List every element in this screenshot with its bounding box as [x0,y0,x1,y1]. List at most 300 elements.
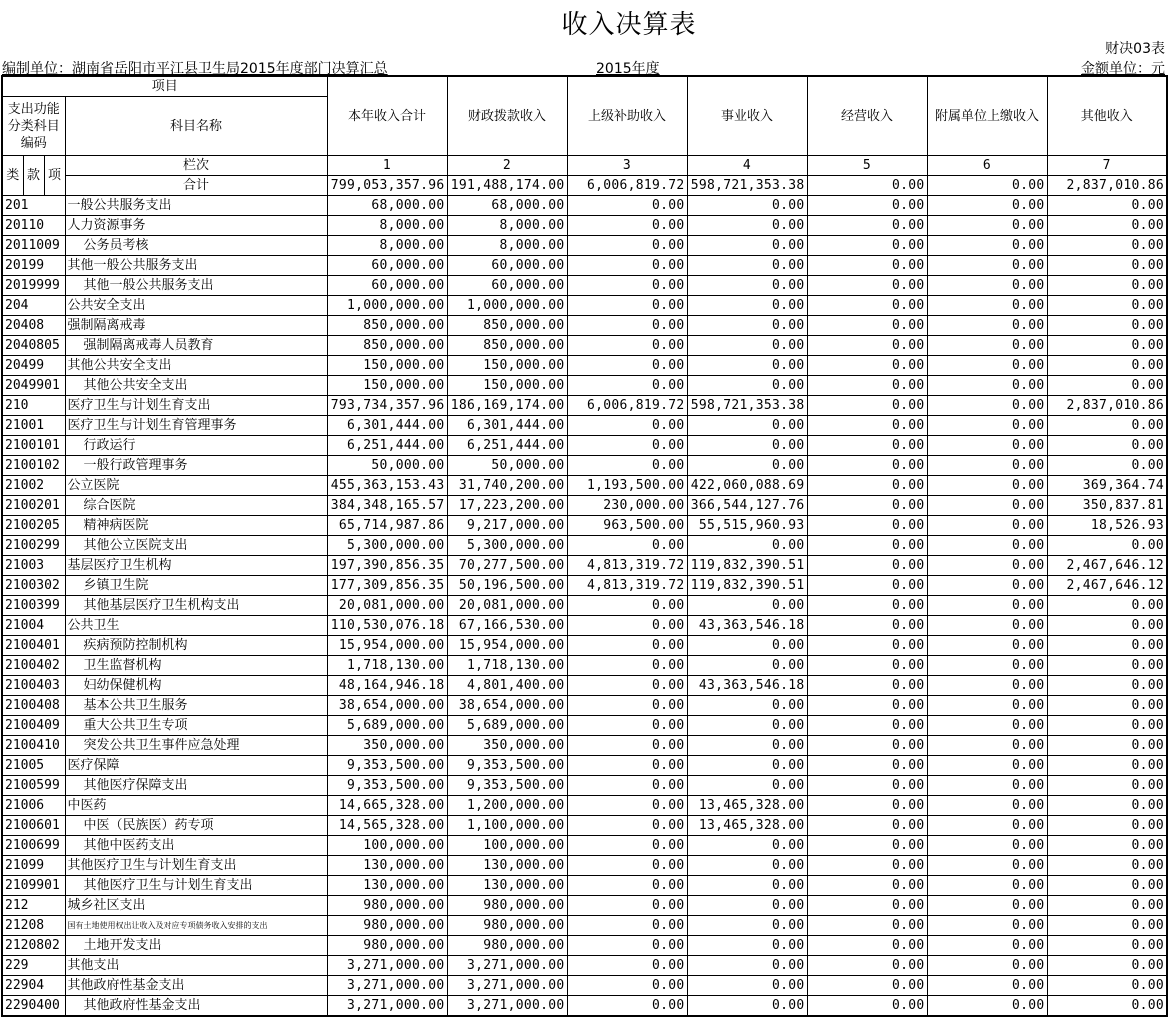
amount-c6: 0.00 [927,276,1047,296]
amount-c3: 0.00 [567,236,687,256]
amount-c6: 0.00 [927,416,1047,436]
amount-c2: 150,000.00 [447,376,567,396]
amount-c4: 0.00 [687,996,807,1017]
table-row [2,756,1167,776]
amount-c1: 50,000.00 [327,456,447,476]
subject-name: 中医药 [65,796,327,816]
amount-c3: 6,006,819.72 [567,396,687,416]
amount-c7: 0.00 [1047,436,1167,456]
amount-c4: 0.00 [687,276,807,296]
total-c4: 598,721,353.38 [687,176,807,196]
amount-c2: 9,353,500.00 [447,756,567,776]
amount-c1: 1,718,130.00 [327,656,447,676]
amount-c6: 0.00 [927,376,1047,396]
header-row-colno [2,156,1167,176]
column-number-6: 6 [927,156,1047,176]
amount-c1: 3,271,000.00 [327,976,447,996]
amount-c1: 177,309,856.35 [327,576,447,596]
header-item: 项目 [2,76,327,97]
subject-name: 国有土地使用权出让收入及对应专项债务收入安排的支出 [65,916,327,936]
amount-c6: 0.00 [927,316,1047,336]
amount-c6: 0.00 [927,296,1047,316]
amount-c4: 0.00 [687,636,807,656]
amount-c1: 850,000.00 [327,316,447,336]
amount-c6: 0.00 [927,496,1047,516]
amount-c7: 2,467,646.12 [1047,556,1167,576]
amount-c2: 31,740,200.00 [447,476,567,496]
amount-c6: 0.00 [927,696,1047,716]
table-row [2,376,1167,396]
amount-c5: 0.00 [807,436,927,456]
subject-name: 妇幼保健机构 [65,676,327,696]
amount-c2: 6,251,444.00 [447,436,567,456]
amount-c1: 384,348,165.57 [327,496,447,516]
table-row [2,916,1167,936]
amount-c1: 8,000.00 [327,236,447,256]
column-number-label: 栏次 [65,156,327,176]
subject-code: 2100601 [2,816,65,836]
amount-c4: 0.00 [687,336,807,356]
amount-c2: 5,689,000.00 [447,716,567,736]
subject-code: 229 [2,956,65,976]
amount-c3: 0.00 [567,696,687,716]
amount-c3: 0.00 [567,316,687,336]
table-row [2,256,1167,276]
subject-name: 其他政府性基金支出 [65,976,327,996]
amount-c7: 0.00 [1047,956,1167,976]
subject-code: 20199 [2,256,65,276]
amount-c4: 0.00 [687,776,807,796]
subject-code: 2100302 [2,576,65,596]
table-row [2,596,1167,616]
amount-c2: 6,301,444.00 [447,416,567,436]
subject-name: 医疗卫生与计划生育支出 [65,396,327,416]
amount-c1: 6,251,444.00 [327,436,447,456]
subject-name: 公务员考核 [65,236,327,256]
amount-c2: 20,081,000.00 [447,596,567,616]
amount-c6: 0.00 [927,916,1047,936]
amount-c7: 0.00 [1047,416,1167,436]
table-row [2,396,1167,416]
amount-c5: 0.00 [807,456,927,476]
subject-code: 2100409 [2,716,65,736]
amount-c3: 0.00 [567,896,687,916]
table-row [2,836,1167,856]
table-row [2,456,1167,476]
subject-name: 其他支出 [65,956,327,976]
amount-c3: 0.00 [567,376,687,396]
amount-c4: 0.00 [687,876,807,896]
amount-c6: 0.00 [927,336,1047,356]
table-row [2,516,1167,536]
amount-c1: 3,271,000.00 [327,956,447,976]
amount-c2: 70,277,500.00 [447,556,567,576]
amount-c3: 0.00 [567,216,687,236]
amount-c2: 130,000.00 [447,876,567,896]
amount-c1: 3,271,000.00 [327,996,447,1017]
subject-code: 22904 [2,976,65,996]
amount-c1: 38,654,000.00 [327,696,447,716]
amount-c6: 0.00 [927,256,1047,276]
table-row [2,196,1167,216]
amount-c6: 0.00 [927,816,1047,836]
amount-c2: 980,000.00 [447,896,567,916]
money-unit: 金额单位：元 [1081,61,1165,77]
subject-name: 基本公共卫生服务 [65,696,327,716]
amount-c4: 13,465,328.00 [687,816,807,836]
subject-name: 中医（民族医）药专项 [65,816,327,836]
amount-c4: 0.00 [687,896,807,916]
amount-c6: 0.00 [927,776,1047,796]
amount-c7: 0.00 [1047,856,1167,876]
column-number-1: 1 [327,156,447,176]
amount-c5: 0.00 [807,576,927,596]
amount-c4: 422,060,088.69 [687,476,807,496]
table-row [2,536,1167,556]
amount-c7: 0.00 [1047,716,1167,736]
amount-c5: 0.00 [807,716,927,736]
subject-code: 212 [2,896,65,916]
amount-c1: 8,000.00 [327,216,447,236]
subject-code: 2100401 [2,636,65,656]
amount-c1: 150,000.00 [327,376,447,396]
amount-c5: 0.00 [807,336,927,356]
total-label: 合计 [65,176,327,196]
subject-name: 其他中医药支出 [65,836,327,856]
subject-name: 精神病医院 [65,516,327,536]
table-row [2,296,1167,316]
amount-c6: 0.00 [927,896,1047,916]
subject-name: 其他公立医院支出 [65,536,327,556]
amount-c4: 0.00 [687,196,807,216]
subject-code: 21099 [2,856,65,876]
header-subject-name: 科目名称 [65,97,327,156]
amount-c3: 0.00 [567,596,687,616]
header-lei: 类 [2,156,23,196]
subject-code: 21005 [2,756,65,776]
amount-c7: 0.00 [1047,236,1167,256]
amount-c3: 963,500.00 [567,516,687,536]
amount-c1: 14,665,328.00 [327,796,447,816]
amount-c4: 0.00 [687,236,807,256]
header-c3: 上级补助收入 [567,76,687,156]
amount-c4: 0.00 [687,856,807,876]
amount-c4: 0.00 [687,416,807,436]
amount-c7: 2,837,010.86 [1047,396,1167,416]
amount-c1: 9,353,500.00 [327,756,447,776]
amount-c1: 68,000.00 [327,196,447,216]
amount-c5: 0.00 [807,696,927,716]
amount-c2: 50,196,500.00 [447,576,567,596]
table-row [2,716,1167,736]
amount-c4: 0.00 [687,436,807,456]
subject-code: 2120802 [2,936,65,956]
subject-name: 其他基层医疗卫生机构支出 [65,596,327,616]
amount-c1: 130,000.00 [327,876,447,896]
subject-code: 2100699 [2,836,65,856]
subject-code: 2100102 [2,456,65,476]
amount-c4: 598,721,353.38 [687,396,807,416]
subject-name: 城乡社区支出 [65,896,327,916]
amount-c3: 0.00 [567,876,687,896]
table-row [2,676,1167,696]
amount-c7: 18,526.93 [1047,516,1167,536]
amount-c7: 0.00 [1047,596,1167,616]
amount-c3: 0.00 [567,536,687,556]
amount-c3: 4,813,319.72 [567,576,687,596]
amount-c6: 0.00 [927,996,1047,1017]
header-code-group: 支出功能分类科目编码 [2,97,65,156]
amount-c2: 980,000.00 [447,916,567,936]
amount-c4: 0.00 [687,376,807,396]
amount-c3: 0.00 [567,336,687,356]
amount-c7: 0.00 [1047,796,1167,816]
amount-c6: 0.00 [927,616,1047,636]
total-c2: 191,488,174.00 [447,176,567,196]
amount-c4: 0.00 [687,216,807,236]
subject-code: 21003 [2,556,65,576]
subject-code: 2100101 [2,436,65,456]
amount-c2: 150,000.00 [447,356,567,376]
subject-code: 2100299 [2,536,65,556]
amount-c4: 0.00 [687,936,807,956]
total-c5: 0.00 [807,176,927,196]
amount-c7: 0.00 [1047,296,1167,316]
amount-c4: 0.00 [687,536,807,556]
amount-c7: 0.00 [1047,616,1167,636]
amount-c4: 0.00 [687,956,807,976]
subject-name: 其他公共安全支出 [65,356,327,376]
column-number-5: 5 [807,156,927,176]
amount-c2: 980,000.00 [447,936,567,956]
amount-c7: 0.00 [1047,996,1167,1017]
subject-code: 21006 [2,796,65,816]
subject-name: 公共卫生 [65,616,327,636]
amount-c7: 0.00 [1047,816,1167,836]
amount-c1: 1,000,000.00 [327,296,447,316]
amount-c6: 0.00 [927,456,1047,476]
amount-c3: 0.00 [567,196,687,216]
amount-c4: 0.00 [687,456,807,476]
table-row [2,976,1167,996]
subject-code: 2040805 [2,336,65,356]
amount-c7: 0.00 [1047,336,1167,356]
amount-c1: 850,000.00 [327,336,447,356]
amount-c2: 8,000.00 [447,236,567,256]
table-row [2,656,1167,676]
header-c7: 其他收入 [1047,76,1167,156]
subject-name: 一般公共服务支出 [65,196,327,216]
total-c1: 799,053,357.96 [327,176,447,196]
amount-c4: 0.00 [687,316,807,336]
total-c3: 6,006,819.72 [567,176,687,196]
table-row [2,316,1167,336]
amount-c6: 0.00 [927,836,1047,856]
subject-name: 卫生监督机构 [65,656,327,676]
amount-c6: 0.00 [927,756,1047,776]
amount-c3: 4,813,319.72 [567,556,687,576]
subject-code: 20499 [2,356,65,376]
amount-c5: 0.00 [807,916,927,936]
subject-name: 土地开发支出 [65,936,327,956]
amount-c4: 0.00 [687,696,807,716]
column-number-7: 7 [1047,156,1167,176]
amount-c5: 0.00 [807,996,927,1017]
amount-c2: 15,954,000.00 [447,636,567,656]
amount-c5: 0.00 [807,196,927,216]
amount-c5: 0.00 [807,376,927,396]
table-row [2,496,1167,516]
amount-c5: 0.00 [807,276,927,296]
amount-c5: 0.00 [807,676,927,696]
amount-c5: 0.00 [807,236,927,256]
amount-c2: 186,169,174.00 [447,396,567,416]
subject-code: 21002 [2,476,65,496]
subject-code: 2019999 [2,276,65,296]
amount-c3: 0.00 [567,416,687,436]
amount-c3: 0.00 [567,976,687,996]
amount-c2: 1,000,000.00 [447,296,567,316]
table-row [2,636,1167,656]
header-c2: 财政拨款收入 [447,76,567,156]
amount-c5: 0.00 [807,976,927,996]
amount-c2: 3,271,000.00 [447,956,567,976]
amount-c5: 0.00 [807,796,927,816]
header-xiang: 项 [44,156,65,196]
amount-c7: 0.00 [1047,876,1167,896]
amount-c4: 119,832,390.51 [687,556,807,576]
amount-c4: 0.00 [687,916,807,936]
amount-c7: 0.00 [1047,936,1167,956]
subject-code: 204 [2,296,65,316]
subject-code: 2100205 [2,516,65,536]
subject-name: 疾病预防控制机构 [65,636,327,656]
subject-code: 2109901 [2,876,65,896]
amount-c6: 0.00 [927,236,1047,256]
amount-c7: 0.00 [1047,696,1167,716]
amount-c1: 980,000.00 [327,916,447,936]
subject-name: 医疗保障 [65,756,327,776]
amount-c1: 60,000.00 [327,276,447,296]
amount-c6: 0.00 [927,396,1047,416]
amount-c3: 0.00 [567,456,687,476]
table-row [2,556,1167,576]
subject-code: 20408 [2,316,65,336]
subject-code: 2100201 [2,496,65,516]
table-row [2,216,1167,236]
header-c4: 事业收入 [687,76,807,156]
amount-c7: 369,364.74 [1047,476,1167,496]
amount-c5: 0.00 [807,656,927,676]
subject-name: 综合医院 [65,496,327,516]
amount-c2: 5,300,000.00 [447,536,567,556]
subject-name: 其他医疗卫生与计划生育支出 [65,876,327,896]
amount-c4: 13,465,328.00 [687,796,807,816]
amount-c5: 0.00 [807,256,927,276]
amount-c2: 9,353,500.00 [447,776,567,796]
amount-c3: 0.00 [567,736,687,756]
subject-code: 2100408 [2,696,65,716]
amount-c1: 980,000.00 [327,896,447,916]
subject-code: 2100399 [2,596,65,616]
amount-c7: 0.00 [1047,256,1167,276]
amount-c6: 0.00 [927,196,1047,216]
report-title: 收入决算表 [561,10,697,40]
table-row [2,476,1167,496]
amount-c6: 0.00 [927,576,1047,596]
table-row [2,776,1167,796]
subject-name: 强制隔离戒毒人员教育 [65,336,327,356]
amount-c7: 0.00 [1047,376,1167,396]
amount-c5: 0.00 [807,416,927,436]
amount-c5: 0.00 [807,496,927,516]
column-number-2: 2 [447,156,567,176]
amount-c6: 0.00 [927,676,1047,696]
total-row [2,176,1167,196]
table-row [2,896,1167,916]
amount-c7: 2,467,646.12 [1047,576,1167,596]
amount-c4: 0.00 [687,836,807,856]
amount-c5: 0.00 [807,956,927,976]
amount-c7: 0.00 [1047,536,1167,556]
amount-c5: 0.00 [807,396,927,416]
table-row [2,336,1167,356]
table-row [2,956,1167,976]
amount-c3: 0.00 [567,776,687,796]
amount-c4: 0.00 [687,976,807,996]
amount-c1: 48,164,946.18 [327,676,447,696]
amount-c5: 0.00 [807,816,927,836]
amount-c5: 0.00 [807,516,927,536]
amount-c4: 366,544,127.76 [687,496,807,516]
subject-name: 医疗卫生与计划生育管理事务 [65,416,327,436]
amount-c2: 850,000.00 [447,336,567,356]
subject-code: 210 [2,396,65,416]
header-c1: 本年收入合计 [327,76,447,156]
amount-c6: 0.00 [927,216,1047,236]
header-kuan: 款 [23,156,44,196]
subject-name: 人力资源事务 [65,216,327,236]
subject-name: 乡镇卫生院 [65,576,327,596]
amount-c6: 0.00 [927,656,1047,676]
amount-c6: 0.00 [927,556,1047,576]
amount-c5: 0.00 [807,616,927,636]
amount-c3: 0.00 [567,856,687,876]
amount-c2: 8,000.00 [447,216,567,236]
amount-c5: 0.00 [807,836,927,856]
column-number-4: 4 [687,156,807,176]
amount-c1: 455,363,153.43 [327,476,447,496]
amount-c7: 350,837.81 [1047,496,1167,516]
amount-c3: 0.00 [567,656,687,676]
subject-code: 21001 [2,416,65,436]
amount-c5: 0.00 [807,596,927,616]
amount-c1: 15,954,000.00 [327,636,447,656]
amount-c6: 0.00 [927,356,1047,376]
amount-c6: 0.00 [927,516,1047,536]
subject-name: 突发公共卫生事件应急处理 [65,736,327,756]
amount-c3: 0.00 [567,676,687,696]
amount-c5: 0.00 [807,636,927,656]
total-c7: 2,837,010.86 [1047,176,1167,196]
amount-c3: 0.00 [567,956,687,976]
amount-c3: 0.00 [567,796,687,816]
subject-code: 2290400 [2,996,65,1017]
amount-c7: 0.00 [1047,756,1167,776]
subject-code: 2100403 [2,676,65,696]
amount-c4: 119,832,390.51 [687,576,807,596]
column-number-3: 3 [567,156,687,176]
